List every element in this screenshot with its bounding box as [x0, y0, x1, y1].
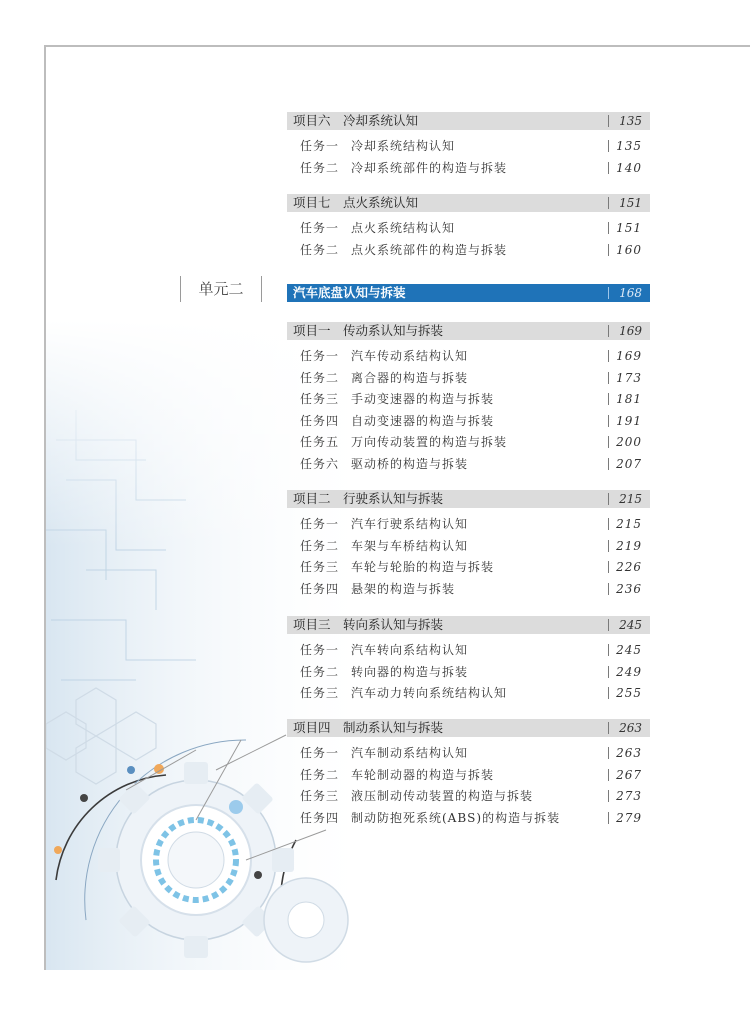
task-page-number: 169 [608, 347, 650, 365]
task-page-number: 207 [608, 455, 650, 473]
task-row[interactable] [287, 433, 650, 451]
task-page-number: 151 [608, 219, 650, 237]
task-title: 车轮与轮胎的构造与拆装 [351, 560, 495, 575]
task-number: 任务一 [300, 221, 340, 235]
task-row[interactable] [287, 641, 650, 659]
project-title: 制动系认知与拆装 [343, 720, 444, 735]
unit-title-bar[interactable] [287, 284, 650, 302]
unit-title: 汽车底盘认知与拆装 [293, 285, 406, 300]
task-row[interactable] [287, 159, 650, 177]
task-number: 任务二 [300, 767, 340, 782]
task-number: 任务四 [300, 413, 340, 428]
project-title: 传动系认知与拆装 [343, 323, 444, 338]
task-title: 悬架的构造与拆装 [351, 581, 456, 596]
task-page-number: 255 [608, 684, 650, 702]
task-number: 任务一 [300, 746, 340, 760]
task-row[interactable] [287, 809, 650, 827]
project-page-number: 245 [608, 616, 650, 634]
task-number: 任务六 [300, 457, 340, 471]
task-title: 离合器的构造与拆装 [351, 370, 469, 385]
project-number: 项目二 [293, 491, 331, 506]
task-number: 任务三 [300, 789, 340, 804]
task-number: 任务一 [300, 643, 340, 657]
task-number: 任务三 [300, 560, 340, 575]
task-page-number: 200 [608, 433, 650, 451]
unit-label: 单元二 [180, 276, 262, 302]
task-row[interactable] [287, 787, 650, 805]
task-number: 任务二 [300, 664, 340, 679]
task-page-number: 191 [608, 412, 650, 430]
task-title: 汽车转向系结构认知 [351, 643, 469, 657]
task-title: 点火系统部件的构造与拆装 [351, 242, 508, 257]
task-row[interactable] [287, 219, 650, 237]
project-page-number: 263 [608, 719, 650, 737]
project-number: 项目六 [293, 113, 331, 128]
task-number: 任务一 [300, 139, 340, 153]
project-page-number: 135 [608, 112, 650, 130]
task-row[interactable] [287, 412, 650, 430]
task-title: 汽车行驶系结构认知 [351, 517, 469, 531]
task-page-number: 181 [608, 390, 650, 408]
task-page-number: 263 [608, 744, 650, 762]
task-title: 汽车传动系结构认知 [351, 349, 469, 363]
project-row[interactable] [287, 112, 650, 130]
task-page-number: 236 [608, 580, 650, 598]
project-title: 转向系认知与拆装 [343, 617, 444, 632]
task-number: 任务二 [300, 242, 340, 257]
task-title: 转向器的构造与拆装 [351, 664, 469, 679]
task-title: 万向传动装置的构造与拆装 [351, 435, 508, 450]
task-page-number: 173 [608, 369, 650, 387]
task-number: 任务三 [300, 686, 340, 701]
task-page-number: 245 [608, 641, 650, 659]
task-page-number: 226 [608, 558, 650, 576]
task-page-number: 279 [608, 809, 650, 827]
page-frame-top [44, 45, 750, 47]
project-page-number: 215 [608, 490, 650, 508]
task-row[interactable] [287, 137, 650, 155]
task-row[interactable] [287, 766, 650, 784]
project-number: 项目三 [293, 617, 331, 632]
unit-page-number: 168 [608, 284, 650, 302]
project-row[interactable] [287, 719, 650, 737]
task-row[interactable] [287, 241, 650, 259]
task-page-number: 215 [608, 515, 650, 533]
task-number: 任务四 [300, 810, 340, 825]
project-number: 项目四 [293, 720, 331, 735]
project-number: 项目一 [293, 323, 331, 338]
task-row[interactable] [287, 390, 650, 408]
task-number: 任务二 [300, 370, 340, 385]
task-title: 车轮制动器的构造与拆装 [351, 767, 495, 782]
task-title: 车架与车桥结构认知 [351, 538, 469, 553]
task-page-number: 249 [608, 663, 650, 681]
task-number: 任务二 [300, 538, 340, 553]
task-page-number: 273 [608, 787, 650, 805]
task-row[interactable] [287, 744, 650, 762]
task-number: 任务三 [300, 392, 340, 407]
task-number: 任务四 [300, 581, 340, 596]
task-number: 任务五 [300, 435, 340, 450]
task-title: 汽车制动系结构认知 [351, 746, 469, 760]
task-number: 任务一 [300, 517, 340, 531]
task-title: 自动变速器的构造与拆装 [351, 413, 495, 428]
project-title: 行驶系认知与拆装 [343, 491, 444, 506]
task-title: 冷却系统结构认知 [351, 139, 456, 153]
project-row[interactable] [287, 616, 650, 634]
task-row[interactable] [287, 537, 650, 555]
project-title: 冷却系统认知 [343, 113, 419, 128]
task-title: 汽车动力转向系统结构认知 [351, 686, 508, 701]
task-title: 制动防抱死系统(ABS)的构造与拆装 [351, 810, 561, 825]
task-row[interactable] [287, 580, 650, 598]
task-page-number: 135 [608, 137, 650, 155]
task-page-number: 140 [608, 159, 650, 177]
task-row[interactable] [287, 684, 650, 702]
task-row[interactable] [287, 663, 650, 681]
task-row[interactable] [287, 515, 650, 533]
task-number: 任务一 [300, 349, 340, 363]
project-page-number: 169 [608, 322, 650, 340]
task-page-number: 219 [608, 537, 650, 555]
project-title: 点火系统认知 [343, 195, 419, 210]
project-row[interactable] [287, 194, 650, 212]
project-page-number: 151 [608, 194, 650, 212]
task-title: 驱动桥的构造与拆装 [351, 457, 469, 471]
task-row[interactable] [287, 369, 650, 387]
task-row[interactable] [287, 455, 650, 473]
task-row[interactable] [287, 558, 650, 576]
project-row[interactable] [287, 322, 650, 340]
task-title: 手动变速器的构造与拆装 [351, 392, 495, 407]
project-row[interactable] [287, 490, 650, 508]
task-title: 液压制动传动装置的构造与拆装 [351, 789, 534, 804]
task-title: 冷却系统部件的构造与拆装 [351, 160, 508, 175]
task-page-number: 160 [608, 241, 650, 259]
project-number: 项目七 [293, 195, 331, 210]
task-row[interactable] [287, 347, 650, 365]
task-page-number: 267 [608, 766, 650, 784]
task-title: 点火系统结构认知 [351, 221, 456, 235]
task-number: 任务二 [300, 160, 340, 175]
